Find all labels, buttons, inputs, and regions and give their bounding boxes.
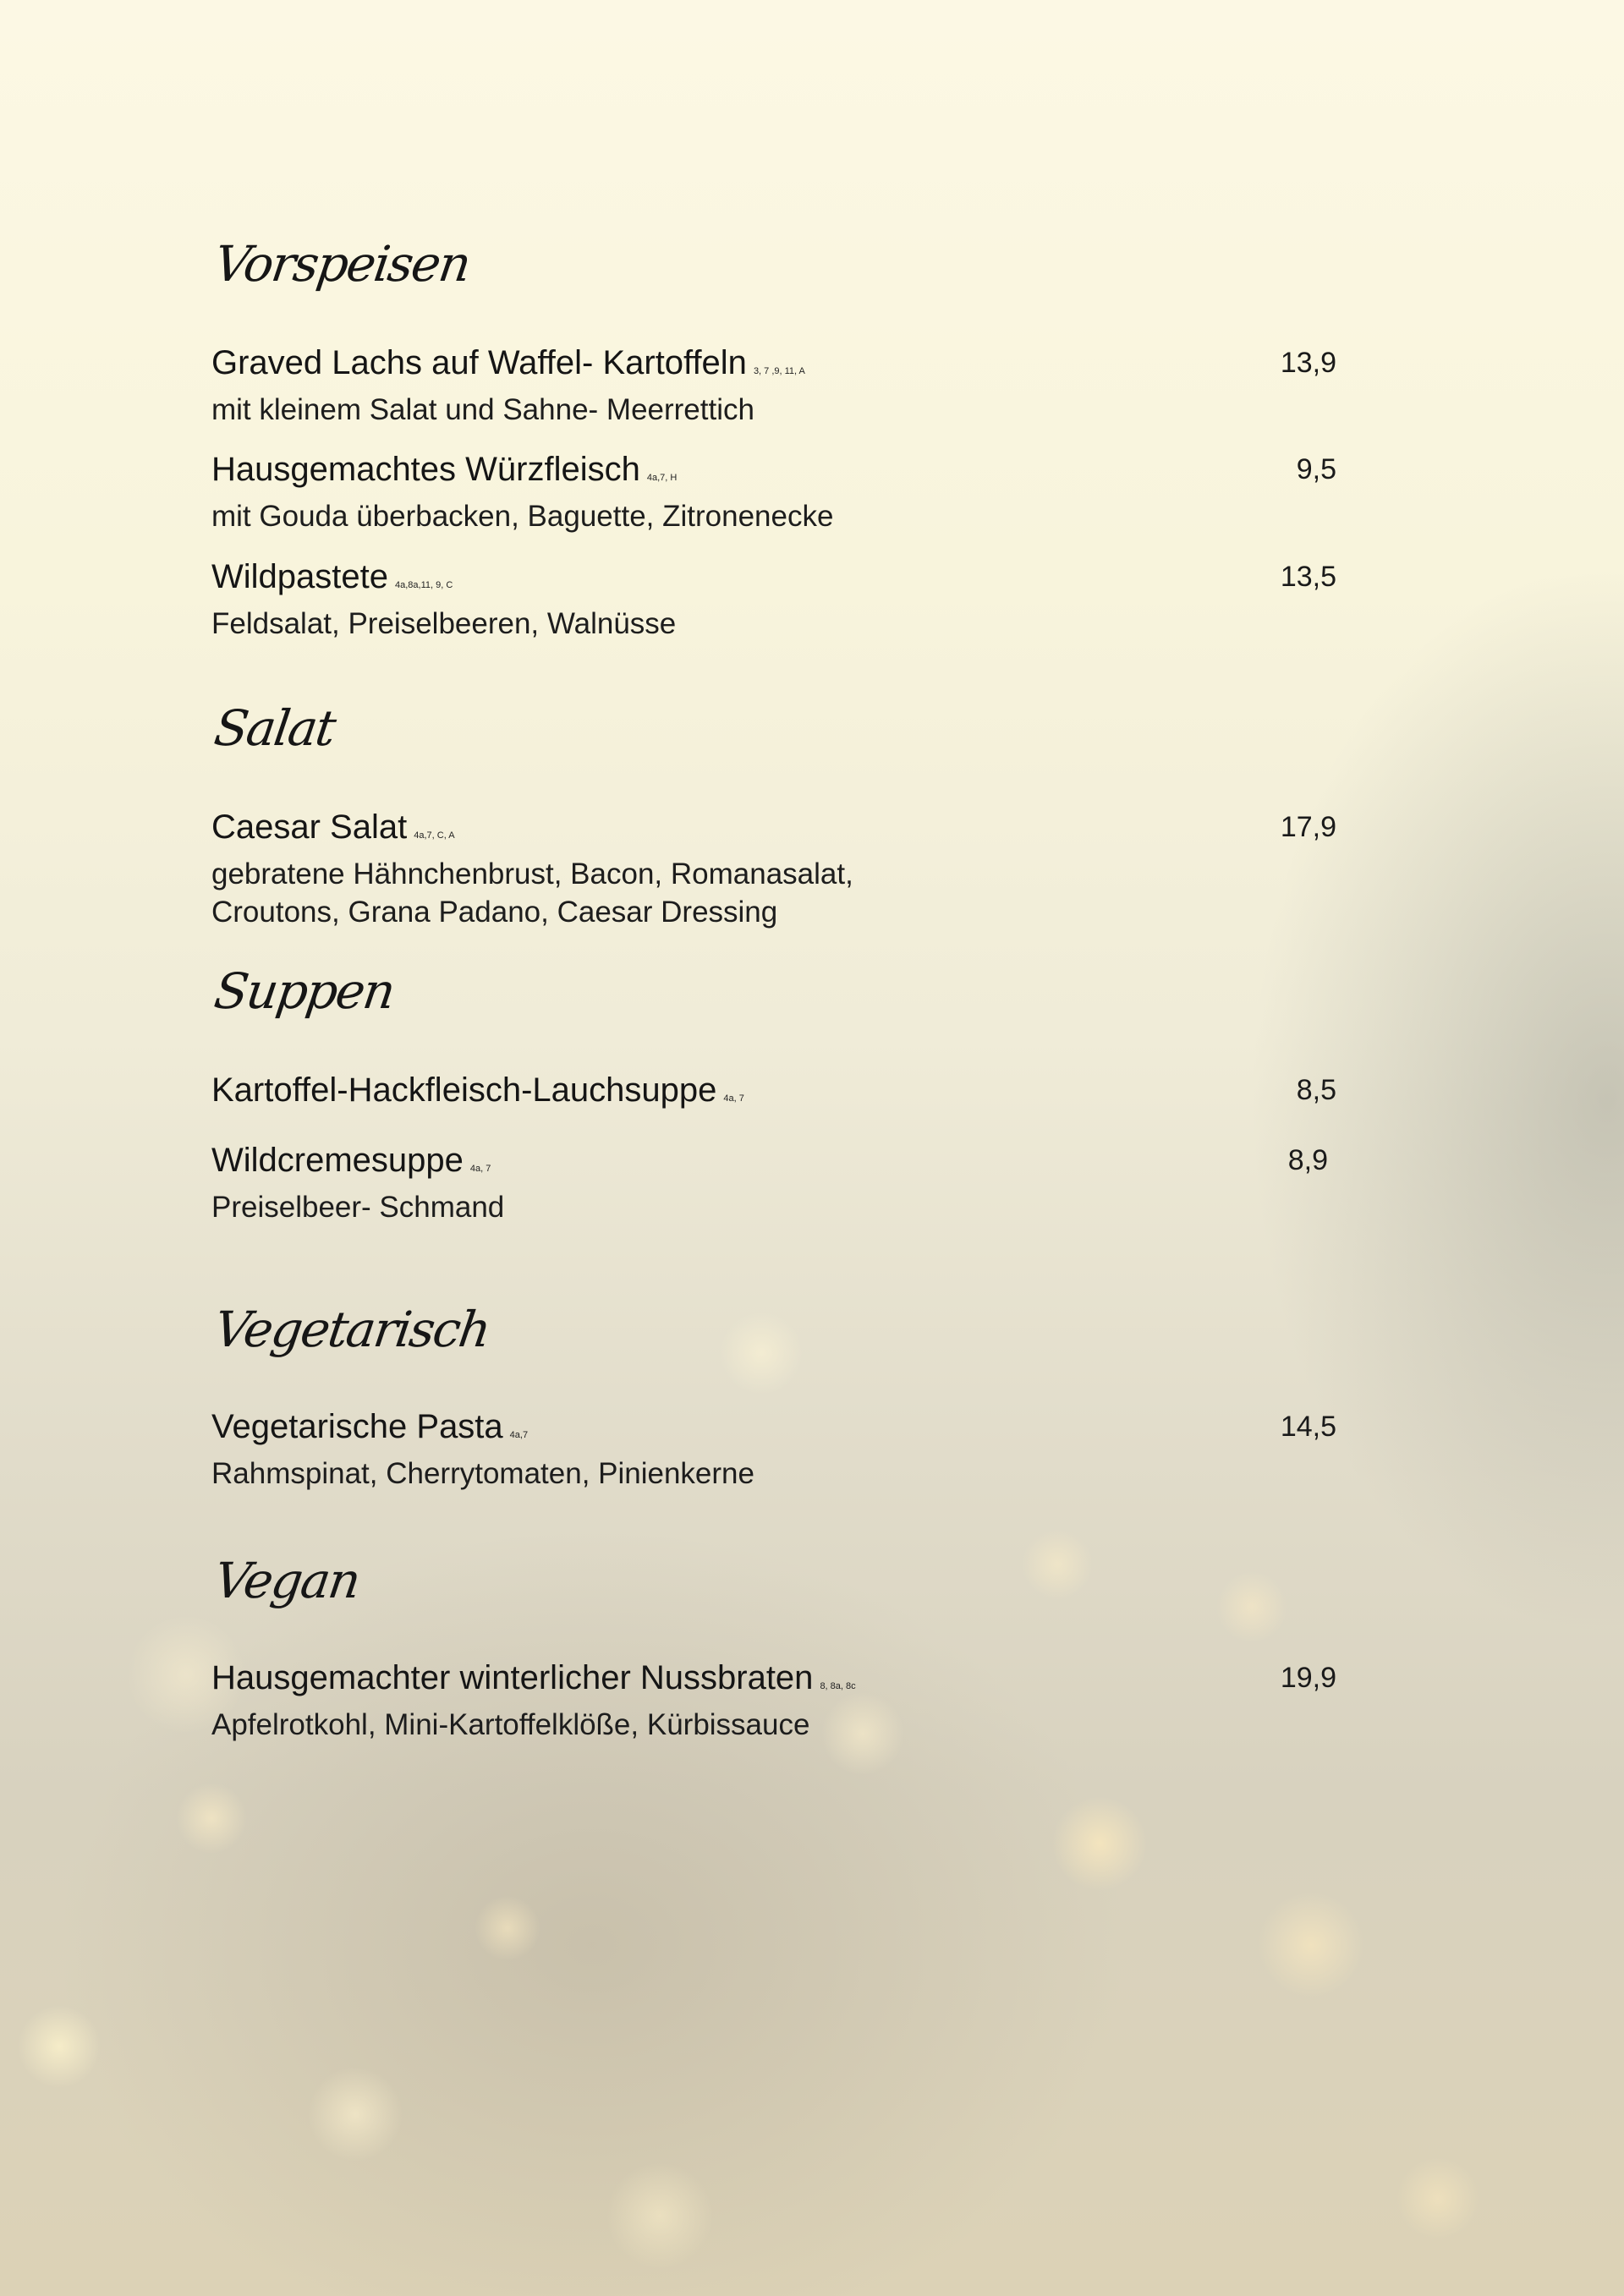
allergen-codes: 4a,7 xyxy=(509,1430,529,1440)
item-description: Preiselbeer- Schmand xyxy=(211,1191,505,1224)
menu-item-wildcremesuppe xyxy=(211,1141,1336,1226)
section-title-suppen: Suppen xyxy=(211,962,398,1020)
allergen-codes: 4a, 7 xyxy=(723,1093,744,1104)
allergen-codes: 8, 8a, 8c xyxy=(820,1681,856,1691)
section-title-vorspeisen: Vorspeisen xyxy=(211,235,474,293)
allergen-codes: 4a,7, C, A xyxy=(414,830,455,841)
item-price: 17,9 xyxy=(1280,811,1336,843)
item-name: Caesar Salat xyxy=(211,808,408,846)
item-name: Vegetarische Pasta xyxy=(211,1408,503,1445)
item-description: Croutons, Grana Padano, Caesar Dressing xyxy=(211,896,778,929)
item-price: 8,5 xyxy=(1296,1074,1336,1106)
menu-item-graved-lachs xyxy=(211,343,1336,429)
menu-item-wuerzfleisch xyxy=(211,450,1336,535)
item-name: Hausgemachtes Würzfleisch xyxy=(211,451,640,488)
allergen-codes: 4a,7, H xyxy=(646,473,678,483)
item-name: Graved Lachs auf Waffel- Kartoffeln xyxy=(211,344,747,381)
item-price: 9,5 xyxy=(1296,453,1336,485)
item-description: mit kleinem Salat und Sahne- Meerrettich xyxy=(211,393,754,426)
menu-item-caesar-salat xyxy=(211,808,1336,931)
menu-item-lauchsuppe xyxy=(211,1071,1336,1118)
item-description: Feldsalat, Preiselbeeren, Walnüsse xyxy=(211,607,677,640)
item-description: Apfelrotkohl, Mini-Kartoffelklöße, Kürbissauce xyxy=(211,1708,810,1741)
item-price: 19,9 xyxy=(1280,1662,1336,1694)
menu-item-wildpastete xyxy=(211,557,1336,643)
item-description: gebratene Hähnchenbrust, Bacon, Romanasalat, xyxy=(211,858,853,890)
item-name: Kartoffel-Hackfleisch-Lauchsuppe xyxy=(211,1071,717,1109)
menu-item-nussbraten xyxy=(211,1658,1336,1744)
item-price: 14,5 xyxy=(1280,1411,1336,1443)
allergen-codes: 4a, 7 xyxy=(469,1164,491,1174)
menu-item-vegetarische-pasta xyxy=(211,1407,1336,1493)
item-price: 8,9 xyxy=(1287,1144,1328,1176)
allergen-codes: 4a,8a,11, 9, C xyxy=(394,580,453,590)
section-title-vegan: Vegan xyxy=(211,1552,363,1609)
item-price: 13,5 xyxy=(1280,561,1336,593)
item-price: 13,9 xyxy=(1280,347,1336,379)
allergen-codes: 3, 7 ,9, 11, A xyxy=(753,366,805,376)
item-name: Wildpastete xyxy=(211,558,388,595)
item-description: mit Gouda überbacken, Baguette, Zitronenecke xyxy=(211,500,834,533)
item-description: Rahmspinat, Cherrytomaten, Pinienkerne xyxy=(211,1457,754,1490)
section-title-salat: Salat xyxy=(211,699,338,757)
item-name: Hausgemachter winterlicher Nussbraten xyxy=(211,1659,814,1696)
item-name: Wildcremesuppe xyxy=(211,1142,464,1179)
section-title-vegetarisch: Vegetarisch xyxy=(211,1301,493,1358)
